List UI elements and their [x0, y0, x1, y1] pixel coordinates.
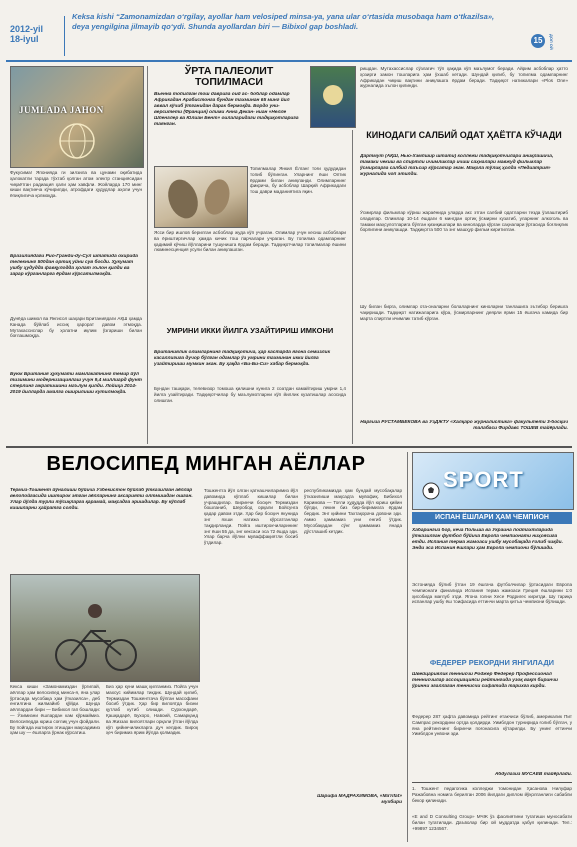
sports-divider	[407, 452, 408, 842]
date-year: 2012-yil	[10, 24, 44, 34]
cinema-habit-body3: Шу билан бирга, олимлар ота-оналарни болаларнинг киноларни танлашига эътибор беришга чақиришди. Тадқиқот натижаларига кўра, ўсмирларнинг деярли ярми 15 ёшгача камида бир марта спиртли ичимлик татиб кўрган.	[360, 304, 568, 321]
federer-body: Федерер 287 ҳафта давомида рейтинг етакчиси бўлиб, америкалик Пит Сампрас рекордини ортда қолдирди. Уимблдон турнирида ғолиб бўлгач, у яна рейтингнинг биринчи поғонасига кўтарилди. Бу унинг еттинчи Уимблдон унвони эди.	[412, 714, 572, 737]
left-article-p4: Буюк Британия ҳукумати мамлакатнинг темир йўл тизимини модернизациялаш учун 9,4 миллиард фунт стерлинг ажратишини маълум қилди. Лойиҳа 2014-2019 йилларда амалга оширилиши кутилмоқда.	[10, 372, 142, 395]
header-rule	[6, 60, 572, 62]
header-bar	[0, 0, 577, 60]
notice-1: 1. Тошкент педагогика колледжи томонидан Ҳасанова Нилуфар Ражабовна номига берилган 2006 йилдаги диплом йўқолганлиги сабабли бекор қилинади.	[412, 786, 572, 803]
stone-tool-illustration	[155, 167, 247, 227]
main-col1: Кекса киши «Замонамиздан ўргилай, аёллар ҳам велосипед минса-я, яна улар ўртасида мусобақа ҳам ўтказилса», деб енгилгина жилмайиб қўйди. Шунда аёллардан бири — Бибихол гап бошлади: — Ўзимизни ёшлардан кам кўрмаймиз. Велосипедда юриш соғлиқ учун фойдали. Бу пойгада иштирок этишдан мақсадимиз ҳам шу — ёшларга ўрнак кўрсатиш.	[10, 684, 100, 736]
globe-icon	[57, 121, 97, 161]
paleolith-body2: Ясси бир ишлов берилган асбоблар жуда кўп учраган. Олимлар учун кесиш асбоблари ва ёриштиргичлар ҳамда кичик тош парчалари учраган. Бу топилма одамларнинг қадимий кўчиш йўлларини тушунишга ёрдам беради. Тадқиқотчилар топилмалар ёшини люминесценция усули билан аниқлашган.	[154, 230, 346, 253]
date-block	[10, 24, 70, 44]
section-rule	[6, 446, 572, 448]
page-number: 15	[533, 36, 543, 45]
cinema-habit-signature: Наргиза РУСТАМБЕКОВА ва ЎзДЖТУ «Халқаро журналистика» факультети 3-босқич талабаси Фирдавс ТОШЕВ тайёрлади.	[360, 420, 568, 431]
federer-lead: Швейцариялик теннисчи Роджер Федерер Профессионал теннисчилар ассоциацияси рейтингида узоқ вақт биринчи ўринни эгаллаган теннисчи сифатида тарихга кирди.	[412, 672, 558, 689]
bicycle-icon	[11, 575, 199, 681]
book-emblem-icon	[323, 85, 343, 105]
left-column-divider	[147, 66, 148, 444]
main-signature: Шарифа МАДРАХИМОВА, «Ma'rifat» мухбири	[317, 794, 402, 805]
main-headline: ВЕЛОСИПЕД МИНГАН АЁЛЛАР	[46, 453, 366, 475]
cinema-habit-headline: КИНОДАГИ САЛБИЙ ОДАТ ҲАЁТГА КЎЧАДИ	[366, 130, 562, 140]
lifespan-lead: Британиялик олимларнинг тадқиқотича, ҳар кастарда ягона семизлик касаллигига дучор бўлган одамлар ўз умрини тахминан икки йилга узайтириши мумкин экан. Бу ҳақда «Би-Би-Си» хабар бермоқда.	[154, 350, 331, 367]
left-article-p1: Фукусима! Японияда ги зилзила ва цунами оқибатида ҳалокатли тарзда тўхтаб қолган атом электр станциясидан чиқаётган радиация ҳали ҳам хавфли. Жойларда 170 минг киши вақтинча кўчирилди, атрофдаги ҳудудлар аҳоли учун ёпиқлигича қолмоқда.	[10, 170, 142, 199]
left-article-p3: Дунёда шимол ва Янгисол шаҳари Британиядаги АҚШ ҳамда Канада бўйлаб иссиқ ҳарорат давом этмоқда. Мутахассислар бу ҳолатни иқлим ўзгариши билан боғлашмоқда.	[10, 316, 142, 339]
main-col4: республикамизда ҳам бундай мусобақалар ўтказилиши мақсадга мувофиқ. Бибихол Каримова — Тоғли ҳудудда йўл юриш қийин бўлди, лекин биз бир-биримизга ёрдам бердик. Энг қийини Тахтақорача довони эди. Аммо ҳаммамиз уни енгиб ўтдик. Мусобақадан сўнг ҳаммамиз янада дўстлашиб кетдик.	[304, 488, 402, 534]
federer-headline: ФЕДЕРЕР РЕКОРДНИ ЯНГИЛАДИ	[429, 658, 555, 667]
date-day: 18-iyul	[10, 34, 39, 44]
sports-body1: Эстонияда бўлиб ўтган 19 ёшгача футболчилар ўртасидаги Европа чемпионати финалида Испания терма жамоаси Греция ёшларини 1:0 ҳисобида мағлуб этди. Ягона голни Хесе Родригес киритди. Шу тариқа испанлар ушбу ёш тоифасида еттинчи марта қитъа чемпиони бўлишди.	[412, 582, 572, 605]
lifespan-body: Бундан ташқари, телевизор томоша қилишни кунига 2 соатдан камайтириш умрни 1,4 йилга узайтиради. Тадқиқотчилар бу маълумотларни кўп йиллик кузатишлар асосида олишган.	[154, 386, 346, 403]
sports-signature: Абдулазиз МУСАЕВ тайёрлади.	[494, 772, 572, 777]
left-article-p2: Бразилиядаги Рио-Гранди-ду-Сул штатида охирида телекнинг 500дан ортиқ уйни сув босди. Ҳукумат ушбу ҳудудда фавқулодда ҳолат эълон қилди ва зарар кўрганларга ёрдам кўрсатилмоқда.	[10, 254, 138, 277]
main-col2: Биз ҳар куни машқ қилганмиз. Пойга учун махсус кийимлар тикдик. Шундай қилиб, Термиздан Тошкентгача бўлган масофани босиб ўтдик. Ҳар бир вилоятда бизни қутлаб кутиб олишди. Сурхондарё, Қашқадарё, Бухоро, Навоий, Самарқанд ва Жиззах вилоятлари орқали ўтган йўлда кўп қийинчиликларга дуч келдик. Бироқ ҳеч биримиз ярим йўлда қолмадик.	[106, 684, 198, 736]
notice-2: «E and D Consulting Group» МЧЖ ўз фаолиятини тугатиши муносабати билан тугатилади. Даъволар бир ой муддатда қабул қилинади. Тел.: +99897 1234567.	[412, 814, 572, 831]
header-divider	[64, 16, 65, 56]
header-tagline: Keksa kishi “Zamonamizdan o‘rgilay, ayollar ham velosiped minsa-ya, yana ular o‘rtasida musobaqa ham o‘tkazilsa», deya yengilgina jilmayib qo‘ydi. Shunda ayollardan biri — Bibixol gap boshladi.	[72, 12, 495, 31]
paleolith-body1: Топилмалар Янкил Ёлганг тоғи ҳудудидан топиб бўлинган. Уларнинг ёши Оптик ёрдами билан аниқланди. Олимларнинг фикрича, бу асбоблар Шарқий Африкадаги тош даври маданиятига яқин.	[250, 166, 346, 195]
sport-badge-image	[412, 452, 574, 510]
cinema-habit-body2: Ўсмирлар фильмлар кўриш жараёнида уларда акс этган салбий одатларни тезда ўзлаштириб оладилар. Олимлар 10-14 ёшдаги 6 мингдан ортиқ ўсмирни кузатиб, уларнинг алкоголь ва тамаки маҳсулотларига бўлган қизиқишлари ва киноларда кўрган саҳналари ўртасида боғлиқлик борлигини аниқлашди. Тадқиқотга 500 та энг машҳур фильм киритилган.	[360, 210, 568, 233]
page-number-badge	[531, 34, 545, 48]
cyclists-photo	[10, 574, 200, 682]
paleolith-lead: Вьенна топилган тош даврига оид ас- боблар одамлар Африкадан Арабистонга бундан тахминан 65 минг йил аввал кўчиб ўтганидан дарак бермоқда. Бордо уни- верситети (Франция) олими Анна Декан- ниан «Нелле Шпенглер ва Юлиан Бент» оилаларидаги тадқиқотларига таянган.	[154, 92, 299, 127]
photo-caption: JUMLADA JAHON	[19, 105, 104, 115]
football-icon	[421, 481, 441, 501]
sports-lead: Хабарингиз бор, кеча Польша ва Украина пойтахтларида ўтказилган футбол бўйича Европа чемпионати ниҳоясига етди. Испания терма жамоаси ушбу мусобақада ғолиб чиқди. Энди эса Испания ёшлари ҳам Европа чемпиони бўлишди.	[412, 528, 563, 551]
lifespan-headline: УМРИНИ ИККИ ЙИЛГА УЗАЙТИРИШ ИМКОНИ	[166, 326, 334, 335]
sports-banner: ИСПАН ЁШЛАРИ ҲАМ ЧЕМПИОН	[412, 512, 572, 524]
jumlada-jahon-image	[10, 66, 144, 168]
right-top-body1: ришдан. Мутахассислар сўзлагич тўп ҳақида кўп маълумот беради. Айрим асбоблар ҳатто ҳозирги замон тошларига ҳам ўхшаб кетади. Шундай қилиб, бу топилма одамларнинг Африкадан чиқиш вақтини аниқлашга ёрдам беради. Тадқиқот натижалари «Plos One» журналида эълон қилинди.	[360, 66, 568, 89]
cinema-habit-lead: Дартмут (АҚШ, Нью-Хэмпшир штати) коллежи тадқиқотчилари аниқлашича, тамаки чекиш ва спиртли ичимликлар ичиш саҳналари мавжуд фильмлар ўсмирларга салбий таъсир кўрсатар экан. Мақола тўлиқ ҳолда «Педиатрия» журналида чоп этилди.	[360, 154, 554, 177]
paleolith-headline: ЎРТА ПАЛЕОЛИТ ТОПИЛМАСИ	[184, 65, 274, 88]
stone-tools-photo	[154, 166, 248, 228]
brand-mark: ДОЛ ОЙ	[549, 34, 554, 50]
notices-rule	[412, 782, 572, 783]
book-cover-photo	[310, 66, 356, 128]
sport-badge-text: SPORT	[443, 467, 524, 492]
main-lead: Термиз-Тошкент йўналиши бўйича Ўзбекистон бўйлаб ўтказилган аёллар велопойгасида иштирок этган аёлларнинг аксарияти олтмишдан ошган. Улар йўлда турли тўсиқларга қарамай, мақсадга эришдилар. Бу кўплаб кишиларни ҳайратга солди.	[10, 488, 193, 511]
center-column-divider	[352, 130, 353, 444]
main-col3: Тошкентга йўл олган қатнашчиларимиз йўл давомида кўплаб кишилар билан учрашдилар. Биринчи босқич Термиздан бошланиб, Шеробод орқали Бойсунга қадар давом этди. Ҳар бир босқич якунида энг яхши натижа кўрсатганлар тақдирланди. Пойга иштирокчиларининг энг ёши 55 да, энг кексаси эса 72 ёшда эди. Улар барча йўлни муваффақиятли босиб ўтдилар.	[204, 488, 298, 546]
